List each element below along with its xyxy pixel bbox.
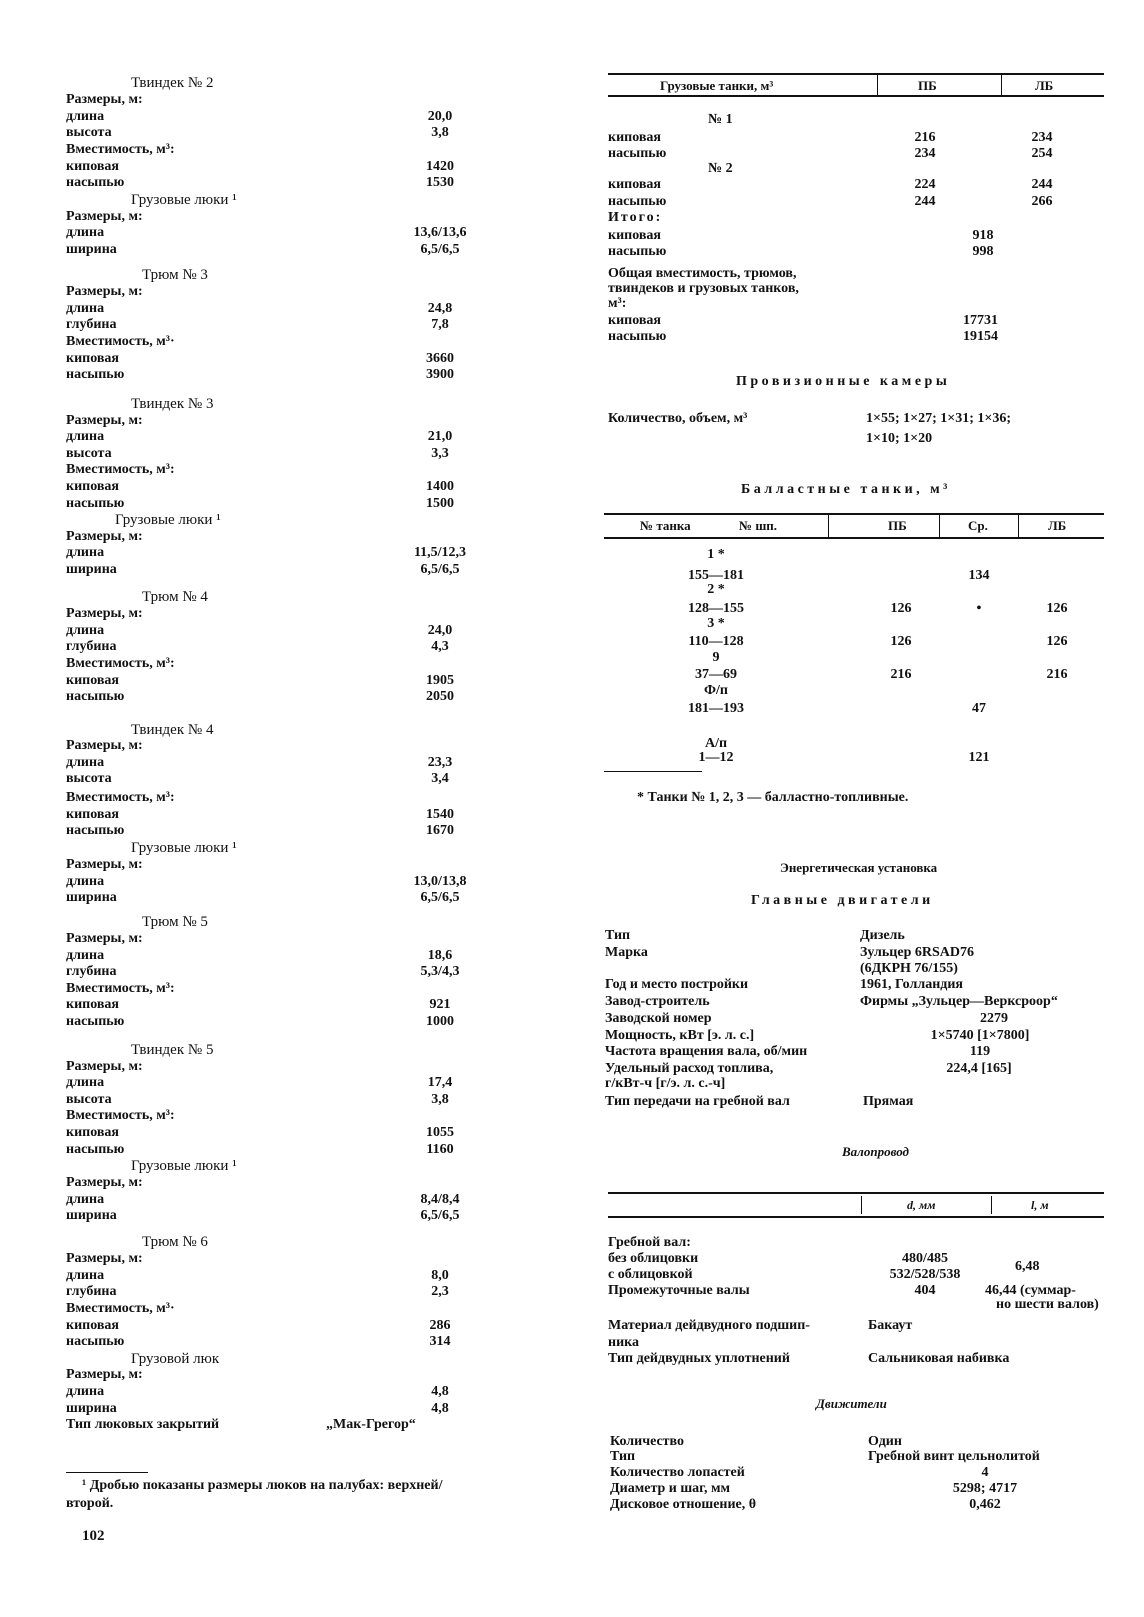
shaft-title: Валопровод [842,1144,909,1159]
spec-label: киповая [66,159,119,174]
spec-label: насыпью [66,689,125,704]
propulsor-spec-label: Количество [610,1434,685,1449]
ballast-lb-value: 126 [1046,634,1068,649]
spec-label: длина [66,874,105,889]
ballast-sr-value: 121 [968,750,990,765]
subsection-heading: Грузовые люки ¹ [115,512,221,528]
propulsor-spec-label: Количество лопастей [610,1465,745,1480]
spec-label: насыпью [66,496,125,511]
engine-spec-value: 2279 [980,1011,1008,1026]
shaft-top-rule [608,1192,1104,1194]
cargo-total-row-label: насыпью [608,244,667,259]
ballast-pb-value: 126 [890,634,912,649]
spec-value: 21,0 [427,429,453,444]
spec-label: длина [66,1384,105,1399]
subsection-heading: Грузовые люки ¹ [131,1158,237,1174]
spec-label: ширина [66,242,117,257]
spec-label: ширина [66,562,117,577]
spec-label: киповая [66,1125,119,1140]
ballast-lb-value: 126 [1046,601,1068,616]
spec-value: 6,5/6,5 [420,890,460,905]
provision-title: Провизионные камеры [736,374,951,389]
engine-spec-label: г/кВт-ч [г/э. л. с.-ч] [605,1076,726,1091]
ballast-title: Балластные танки, м³ [741,482,951,497]
spec-value: 17,4 [427,1075,453,1090]
ballast-header-sr: Ср. [968,518,988,533]
spec-label: длина [66,109,105,124]
seal-label: Тип дейдвудных уплотнений [608,1351,790,1366]
ballast-divider-1 [828,515,829,537]
cargo-pb-value: 216 [914,130,936,145]
engine-spec-label: Заводской номер [605,1011,712,1026]
section-heading: Твиндек № 3 [131,396,214,412]
shaft-header-d: d, мм [907,1198,936,1212]
spec-label: Размеры, м: [66,1059,143,1074]
shaft-l-value: но шести валов) [996,1297,1099,1312]
shaft-d-value: 480/485 [902,1251,948,1266]
spec-value: 13,0/13,8 [413,874,467,889]
spec-label: длина [66,545,105,560]
spec-label: высота [66,125,112,140]
engine-spec-label: Тип [605,928,631,943]
spec-label: насыпью [66,367,125,382]
spec-label: Вместимость, м³· [66,334,175,349]
spec-label: глубина [66,1284,117,1299]
page-number: 102 [82,1528,105,1544]
ballast-sr-value: • [976,601,982,616]
spec-label: длина [66,623,105,638]
ballast-frame-range: 155—181 [688,568,744,583]
spec-label: Размеры, м: [66,738,143,753]
spec-label: насыпью [66,1014,125,1029]
spec-label: Вместимость, м³: [66,462,175,477]
spec-value: 1420 [426,159,454,174]
ballast-pb-value: 216 [890,667,912,682]
cargo-row-label: киповая [608,130,661,145]
propulsor-spec-value: 5298; 4717 [952,1481,1018,1496]
spec-value: 13,6/13,6 [413,225,467,240]
engine-spec-value: 1×5740 [1×7800] [930,1028,1030,1043]
propulsor-spec-value: 0,462 [969,1497,1001,1512]
engine-spec-value: Фирмы „Зульцер—Верксроор“ [860,994,1058,1009]
footnote-rule [66,1472,148,1473]
cargo-table-header-rule [608,95,1104,97]
spec-label: киповая [66,807,119,822]
cargo-table-divider-2 [1001,75,1002,95]
ballast-frame-range: 1—12 [698,750,734,765]
section-heading: Твиндек № 2 [131,75,214,91]
spec-value: 23,3 [427,755,453,770]
general-bulk-label: насыпью [608,329,667,344]
shaft-row-label: с облицовкой [608,1267,693,1282]
cargo-total-row-label: киповая [608,228,661,243]
engine-spec-value: Прямая [863,1094,914,1109]
shaft-l-value: 46,44 (суммар- [985,1283,1076,1298]
ballast-tank-id: 1 * [707,547,725,562]
bearing-value: Бакаут [868,1318,913,1333]
subsection-heading: Грузовые люки ¹ [131,192,237,208]
spec-label: насыпью [66,175,125,190]
engine-spec-label: Частота вращения вала, об/мин [605,1044,808,1059]
cargo-total-value: 998 [972,244,994,259]
cargo-pb-value: 224 [914,177,936,192]
general-capacity-label-1: Общая вместимость, трюмов, [608,266,797,281]
shaft-divider-1 [861,1196,862,1214]
spec-label: Размеры, м: [66,606,143,621]
spec-value: 921 [429,997,451,1012]
spec-value: 3,3 [431,446,449,461]
ballast-tank-id: 2 * [707,582,725,597]
spec-value: 3900 [426,367,454,382]
spec-value: 6,5/6,5 [420,562,460,577]
ballast-sr-value: 134 [968,568,990,583]
spec-label: высота [66,771,112,786]
bearing-label-1: Материал дейдвудного подшип- [608,1318,810,1333]
shaft-d-value: 404 [914,1283,936,1298]
spec-value: 2050 [426,689,454,704]
spec-label: длина [66,1192,105,1207]
engine-spec-value: Зульцер 6RSAD76 [860,945,974,960]
shaft-header-l: l, м [1031,1198,1049,1212]
spec-label: киповая [66,997,119,1012]
spec-value: 1055 [426,1125,454,1140]
general-capacity-label-3: м³: [608,296,627,311]
shaft-l-value: 6,48 [1015,1259,1040,1274]
spec-value: 1500 [426,496,454,511]
provision-value-2: 1×10; 1×20 [866,431,933,446]
spec-label: глубина [66,639,117,654]
general-kip-value: 17731 [963,313,998,328]
spec-label: длина [66,429,105,444]
spec-label: Вместимость, м³: [66,790,175,805]
ballast-sr-value: 47 [972,701,986,716]
spec-label: Размеры, м: [66,931,143,946]
propulsor-spec-label: Диаметр и шаг, мм [610,1481,731,1496]
spec-value: 11,5/12,3 [413,545,467,560]
spec-label: длина [66,225,105,240]
spec-label: длина [66,755,105,770]
spec-label: Размеры, м: [66,529,143,544]
spec-label: ширина [66,1401,117,1416]
spec-value: 24,8 [427,301,453,316]
spec-label: Размеры, м: [66,1367,143,1382]
cargo-lb-value: 234 [1031,130,1053,145]
spec-value: 18,6 [427,948,453,963]
bearing-label-2: ника [608,1335,639,1350]
spec-label: глубина [66,964,117,979]
spec-label: Вместимость, м³: [66,981,175,996]
cargo-row-label: насыпью [608,146,667,161]
spec-label: длина [66,301,105,316]
section-heading: Трюм № 4 [142,589,208,605]
engine-spec-label: Год и место постройки [605,977,749,992]
spec-value: 4,3 [431,639,449,654]
ballast-divider-2 [939,515,940,537]
spec-value: 3,8 [431,125,449,140]
propulsor-spec-value: Гребной винт цельнолитой [868,1449,1040,1464]
cargo-pb-value: 234 [914,146,936,161]
spec-label: Вместимость, м³: [66,1108,175,1123]
ballast-header-tank: № танка [640,518,691,533]
spec-label: киповая [66,673,119,688]
engine-spec-label: Удельный расход топлива, [605,1061,774,1076]
ballast-frame-range: 110—128 [688,634,744,649]
general-capacity-label-2: твиндеков и грузовых танков, [608,281,799,296]
spec-value: 20,0 [427,109,453,124]
spec-label: Вместимость, м³: [66,142,175,157]
cargo-lb-value: 254 [1031,146,1053,161]
spec-value: 24,0 [427,623,453,638]
ballast-tank-id: Ф/п [704,683,728,698]
spec-value: 286 [429,1318,451,1333]
ballast-frame-range: 128—155 [688,601,744,616]
ballast-divider-3 [1018,515,1019,537]
spec-value: 1670 [426,823,454,838]
seal-value: Сальниковая набивка [868,1351,1010,1366]
power-title: Энергетическая установка [780,860,938,875]
cargo-table-divider-1 [877,75,878,95]
engine-spec-label: Тип передачи на гребной вал [605,1094,790,1109]
cargo-header-lb: ЛБ [1035,78,1054,93]
spec-label: Размеры, м: [66,413,143,428]
spec-label: киповая [66,479,119,494]
ballast-pb-value: 126 [890,601,912,616]
spec-value: 6,5/6,5 [420,242,460,257]
cargo-row-label: насыпью [608,194,667,209]
section-heading: Трюм № 3 [142,267,208,283]
section-heading: Трюм № 6 [142,1234,208,1250]
ballast-lb-value: 216 [1046,667,1068,682]
spec-label: Размеры, м: [66,857,143,872]
engine-spec-value: 224,4 [165] [946,1061,1012,1076]
spec-value: 314 [429,1334,451,1349]
ballast-header-rule [604,537,1104,539]
section-heading: Твиндек № 5 [131,1042,214,1058]
general-bulk-value: 19154 [963,329,998,344]
propulsor-spec-label: Дисковое отношение, θ [610,1497,757,1512]
ballast-tank-id: 3 * [707,616,725,631]
footnote-line-2: второй. [66,1496,114,1511]
cargo-lb-value: 266 [1031,194,1053,209]
engine-spec-value: 119 [969,1044,991,1059]
ballast-header-frames: № шп. [739,518,778,533]
engine-spec-value: (6ДКРН 76/155) [860,961,958,976]
spec-value: „Мак-Грегор“ [326,1417,416,1432]
ballast-header-pb: ПБ [888,518,907,533]
section-heading: Твиндек № 4 [131,722,214,738]
spec-label: Размеры, м: [66,92,143,107]
spec-label: насыпью [66,823,125,838]
cargo-header-label: Грузовые танки, м³ [660,78,774,93]
subsection-heading: Грузовой люк [131,1351,220,1367]
spec-label: длина [66,948,105,963]
spec-value: 2,3 [431,1284,449,1299]
spec-value: 7,8 [431,317,449,332]
subsection-heading: Грузовые люки ¹ [131,840,237,856]
spec-value: 1400 [426,479,454,494]
spec-label: Вместимоcть, м³· [66,1301,175,1316]
spec-value: 8,4/8,4 [420,1192,460,1207]
spec-value: 3,8 [431,1092,449,1107]
spec-label: длина [66,1268,105,1283]
general-kip-label: киповая [608,313,661,328]
engine-spec-value: Дизель [860,928,905,943]
spec-label: насыпью [66,1334,125,1349]
spec-label: Размеры, м: [66,1251,143,1266]
cargo-table-top-rule [608,73,1104,75]
spec-value: 1540 [426,807,454,822]
ballast-bottom-rule [604,771,702,772]
spec-value: 1530 [426,175,454,190]
spec-value: 6,5/6,5 [420,1208,460,1223]
propulsor-spec-label: Тип [610,1449,636,1464]
spec-label: насыпью [66,1142,125,1157]
spec-label: киповая [66,1318,119,1333]
cargo-tank-number: № 1 [708,112,733,127]
shaft-d-value: 532/528/538 [889,1267,961,1282]
engine-spec-label: Завод-строитель [605,994,710,1009]
footnote-line-1: ¹ Дробью показаны размеры люков на палубах: верхней/ [82,1478,443,1493]
spec-value: 1160 [426,1142,454,1157]
engine-spec-label: Марка [605,945,648,960]
cargo-lb-value: 244 [1031,177,1053,192]
spec-value: 1905 [426,673,454,688]
spec-label: ширина [66,1208,117,1223]
cargo-total-value: 918 [972,228,994,243]
spec-value: 3,4 [431,771,449,786]
shaft-row-label: Промежуточные валы [608,1283,750,1298]
spec-value: 4,8 [431,1384,449,1399]
spec-label: Вместимость, м³: [66,656,175,671]
spec-label: киповая [66,351,119,366]
section-heading: Трюм № 5 [142,914,208,930]
ballast-tank-id: 9 [712,650,720,665]
cargo-tank-number: № 2 [708,161,733,176]
engine-spec-value: 1961, Голландия [860,977,963,992]
ballast-header-lb: ЛБ [1048,518,1067,533]
ballast-frame-range: 37—69 [695,667,737,682]
cargo-total-label: Итого: [608,210,663,225]
spec-label: высота [66,446,112,461]
propulsor-spec-value: 4 [981,1465,989,1480]
cargo-row-label: киповая [608,177,661,192]
shaft-row-label: без облицовки [608,1251,699,1266]
spec-label: Размеры, м: [66,284,143,299]
spec-label: ширина [66,890,117,905]
provision-label: Количество, объем, м³ [608,411,748,426]
spec-label: Размеры, м: [66,1175,143,1190]
spec-value: 8,0 [431,1268,449,1283]
spec-value: 5,3/4,3 [420,964,460,979]
shaft-header-rule [608,1216,1104,1218]
shaft-row-label: Гребной вал: [608,1235,691,1250]
spec-label: длина [66,1075,105,1090]
ballast-frame-range: 181—193 [688,701,744,716]
cargo-header-pb: ПБ [918,78,937,93]
spec-label: глубина [66,317,117,332]
spec-value: 1000 [426,1014,454,1029]
propulsors-title: Движители [816,1396,887,1411]
spec-label: Тип люковых закрытий [66,1417,220,1432]
spec-value: 3660 [426,351,454,366]
ballast-tank-id: А/п [704,736,728,751]
propulsor-spec-value: Один [868,1434,902,1449]
spec-label: высота [66,1092,112,1107]
engines-title: Главные двигатели [751,893,934,908]
spec-label: Размеры, м: [66,209,143,224]
ballast-top-rule [604,513,1104,515]
shaft-divider-2 [991,1196,992,1214]
cargo-pb-value: 244 [914,194,936,209]
provision-value-1: 1×55; 1×27; 1×31; 1×36; [866,411,1012,426]
ballast-note: * Танки № 1, 2, 3 — балластно-топливные. [637,790,909,805]
spec-value: 4,8 [431,1401,449,1416]
engine-spec-label: Мощность, кВт [э. л. с.] [605,1028,755,1043]
